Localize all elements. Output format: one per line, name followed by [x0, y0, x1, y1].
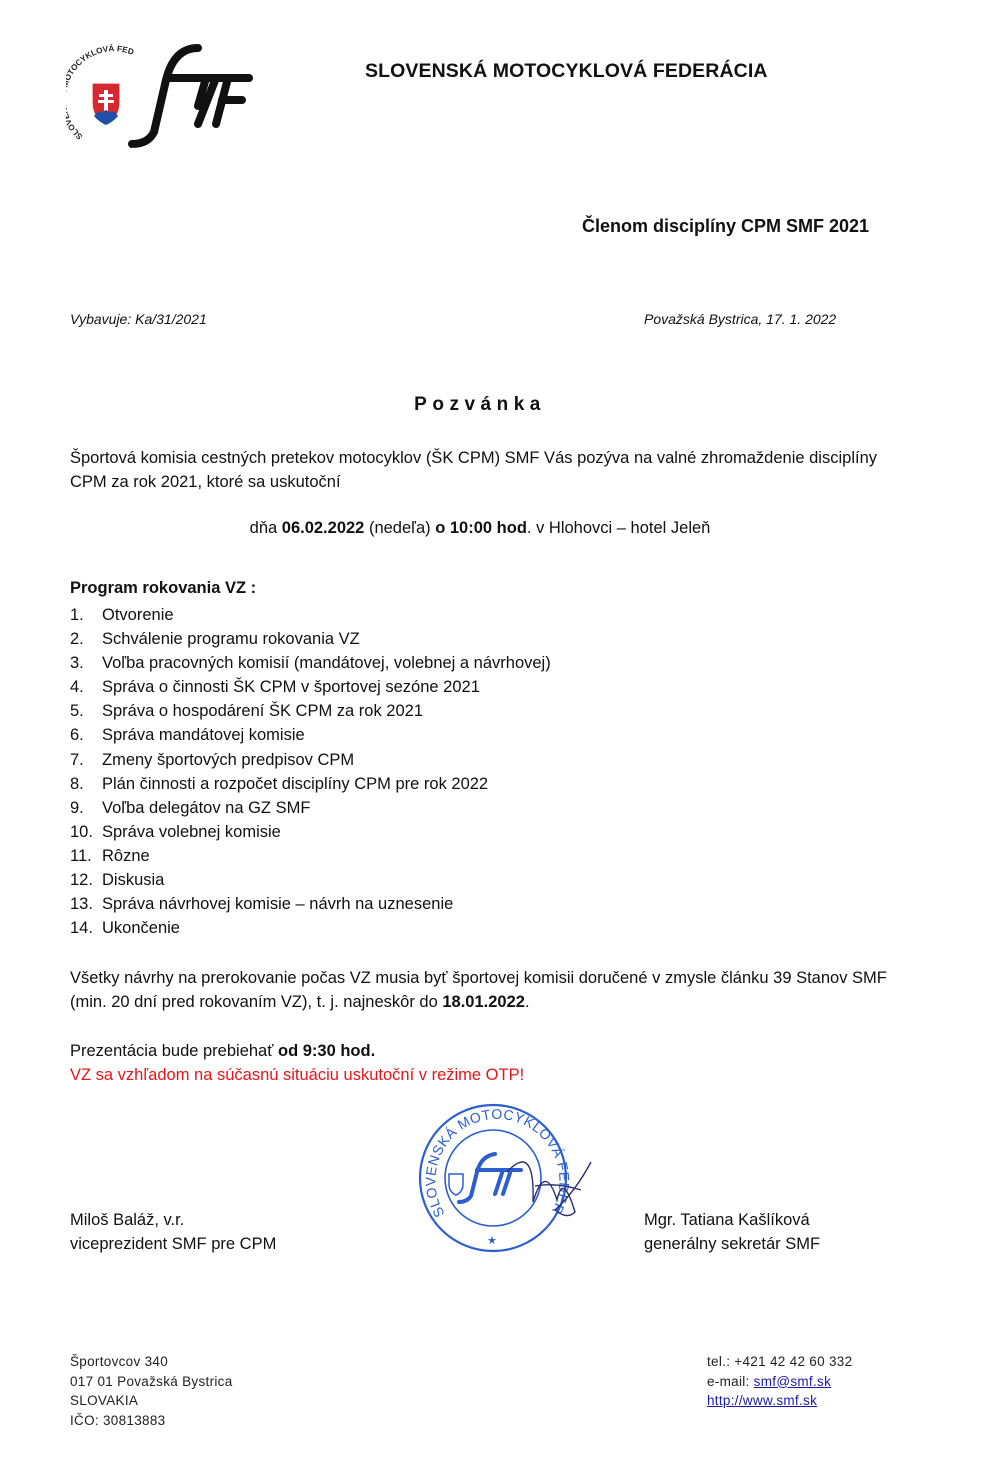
agenda-item-number: 5.	[70, 702, 84, 721]
agenda-item	[70, 868, 551, 892]
event-day: (nedeľa)	[364, 519, 436, 537]
agenda-item-text: Voľba pracovných komisií (mandátovej, volebnej a návrhovej)	[102, 654, 551, 673]
agenda-item	[70, 844, 551, 868]
footer-phone: tel.: +421 42 42 60 332	[707, 1354, 853, 1369]
event-date-line	[0, 519, 960, 538]
star-icon: ★	[487, 1235, 497, 1247]
signature-right	[644, 1208, 820, 1256]
agenda-item-text: Správa o činnosti ŠK CPM v športovej sezóne 2021	[102, 678, 480, 697]
place-and-date: Považská Bystrica, 17. 1. 2022	[644, 311, 837, 327]
address-line: SLOVAKIA	[70, 1393, 139, 1409]
document-heading: Pozvánka	[414, 394, 546, 415]
agenda-item	[70, 651, 551, 675]
agenda-item-text: Voľba delegátov na GZ SMF	[102, 798, 311, 817]
proposals-text: Všetky návrhy na prerokovanie počas VZ musia byť športovej komisii doručené v zmysle článku 39 Stanov SMF (min. 20 dní pred rokovaním VZ), t. j. najneskôr do	[70, 969, 887, 1011]
smf-mark-icon	[132, 48, 249, 144]
event-date: 06.02.2022	[281, 519, 365, 537]
proposals-end: .	[524, 993, 530, 1011]
event-place: . v Hlohovci – hotel Jeleň	[526, 519, 711, 537]
address-line: 017 01 Považská Bystrica	[70, 1373, 233, 1389]
footer-contact	[707, 1352, 852, 1411]
logo-mark-text: SMF	[132, 148, 135, 149]
agenda-item	[70, 627, 551, 651]
agenda-item	[70, 723, 551, 747]
agenda-item-number: 2.	[70, 630, 84, 649]
presentation-text: Prezentácia bude prebiehať	[70, 1042, 278, 1060]
footer-address	[70, 1352, 233, 1430]
reference-number: Vybavuje: Ka/31/2021	[70, 311, 207, 327]
agenda-item	[70, 699, 551, 723]
logo-ring-text: SLO TOCYKLOVÁ FED	[66, 44, 135, 142]
agenda-list	[70, 603, 551, 940]
email-link[interactable]: smf@smf.sk	[753, 1373, 832, 1389]
intro-paragraph: Športová komisia cestných pretekov motocyklov (ŠK CPM) SMF Vás pozýva na valné zhromaždenie disciplíny CPM za rok 2021, ktoré sa uskutoční	[70, 449, 877, 491]
recipient-line: Členom disciplíny CPM SMF 2021	[582, 216, 870, 236]
presentation-paragraph	[70, 1039, 900, 1087]
agenda-item	[70, 916, 551, 940]
event-prefix: dňa	[249, 519, 282, 537]
agenda-item	[70, 820, 551, 844]
agenda-item-number: 12.	[70, 871, 93, 890]
signatory-left-name: Miloš Baláž, v.r.	[70, 1211, 185, 1229]
agenda-item	[70, 675, 551, 699]
svg-text:SLOVENSKÁ MOTOCYKLOVÁ FEDERÁCI	[405, 1102, 573, 1220]
address-line: Športovcov 340	[70, 1354, 169, 1369]
agenda-item-text: Otvorenie	[102, 606, 174, 624]
smf-logo	[66, 40, 256, 150]
agenda-item	[70, 772, 551, 796]
signatory-left-title: viceprezident SMF pre CPM	[70, 1235, 277, 1253]
agenda-item-text: Schválenie programu rokovania VZ	[102, 630, 360, 649]
agenda-item-text: Rôzne	[102, 846, 150, 865]
agenda-item	[70, 892, 551, 916]
agenda-item-text: Správa návrhovej komisie – návrh na uznesenie	[102, 895, 454, 914]
organization-title: SLOVENSKÁ MOTOCYKLOVÁ FEDERÁCIA	[365, 60, 768, 82]
agenda-item-text: Zmeny športových predpisov CPM	[102, 750, 355, 769]
agenda-item-number: 1.	[70, 606, 84, 624]
signatory-right-name: Mgr. Tatiana Kašlíková	[644, 1211, 810, 1229]
address-line: IČO: 30813883	[70, 1412, 166, 1428]
otp-notice: VZ sa vzhľadom na súčasnú situáciu uskutoční v režime OTP!	[70, 1066, 525, 1084]
stamp-mark-text: SMF	[493, 1178, 496, 1179]
agenda-item-text: Plán činnosti a rozpočet disciplíny CPM pre rok 2022	[102, 774, 489, 793]
footer-email-line	[707, 1372, 852, 1392]
agenda-item-number: 8.	[70, 774, 84, 793]
official-stamp	[405, 1102, 605, 1262]
signature-left	[70, 1208, 276, 1256]
agenda-item-text: Správa volebnej komisie	[102, 822, 281, 841]
presentation-time: od 9:30 hod.	[278, 1042, 376, 1060]
stamp-smf-mark-icon	[459, 1154, 521, 1202]
agenda-item-number: 6.	[70, 726, 84, 745]
email-label: e-mail:	[707, 1373, 754, 1389]
agenda-item	[70, 796, 551, 820]
agenda-item-text: Správa mandátovej komisie	[102, 726, 305, 745]
agenda-item-number: 13.	[70, 895, 93, 914]
signatory-right-title: generálny sekretár SMF	[644, 1235, 821, 1253]
agenda-item-text: Správa o hospodárení ŠK CPM za rok 2021	[102, 702, 424, 721]
agenda-item-number: 11.	[70, 846, 92, 865]
agenda-item-number: 4.	[70, 678, 84, 697]
event-time: o 10:00 hod	[435, 519, 527, 537]
agenda-item-number: 3.	[70, 654, 84, 673]
website-link[interactable]: http://www.smf.sk	[707, 1393, 818, 1409]
agenda-item	[70, 748, 551, 772]
agenda-item-text: Ukončenie	[102, 919, 180, 938]
slovak-coat-of-arms-icon	[92, 83, 120, 125]
agenda-item-number: 14.	[70, 919, 93, 938]
agenda-item-number: 7.	[70, 750, 84, 769]
stamp-ring-text: SLOVENSKÁ MOTOCYKLOVÁ FEDER	[422, 1105, 573, 1221]
proposals-deadline: 18.01.2022	[442, 993, 525, 1011]
agenda-item-text: Diskusia	[102, 871, 165, 890]
agenda-item-number: 9.	[70, 798, 84, 817]
proposals-paragraph	[70, 966, 900, 1014]
program-title: Program rokovania VZ :	[70, 579, 257, 597]
agenda-item	[70, 603, 551, 627]
agenda-item-number: 10.	[70, 822, 93, 841]
